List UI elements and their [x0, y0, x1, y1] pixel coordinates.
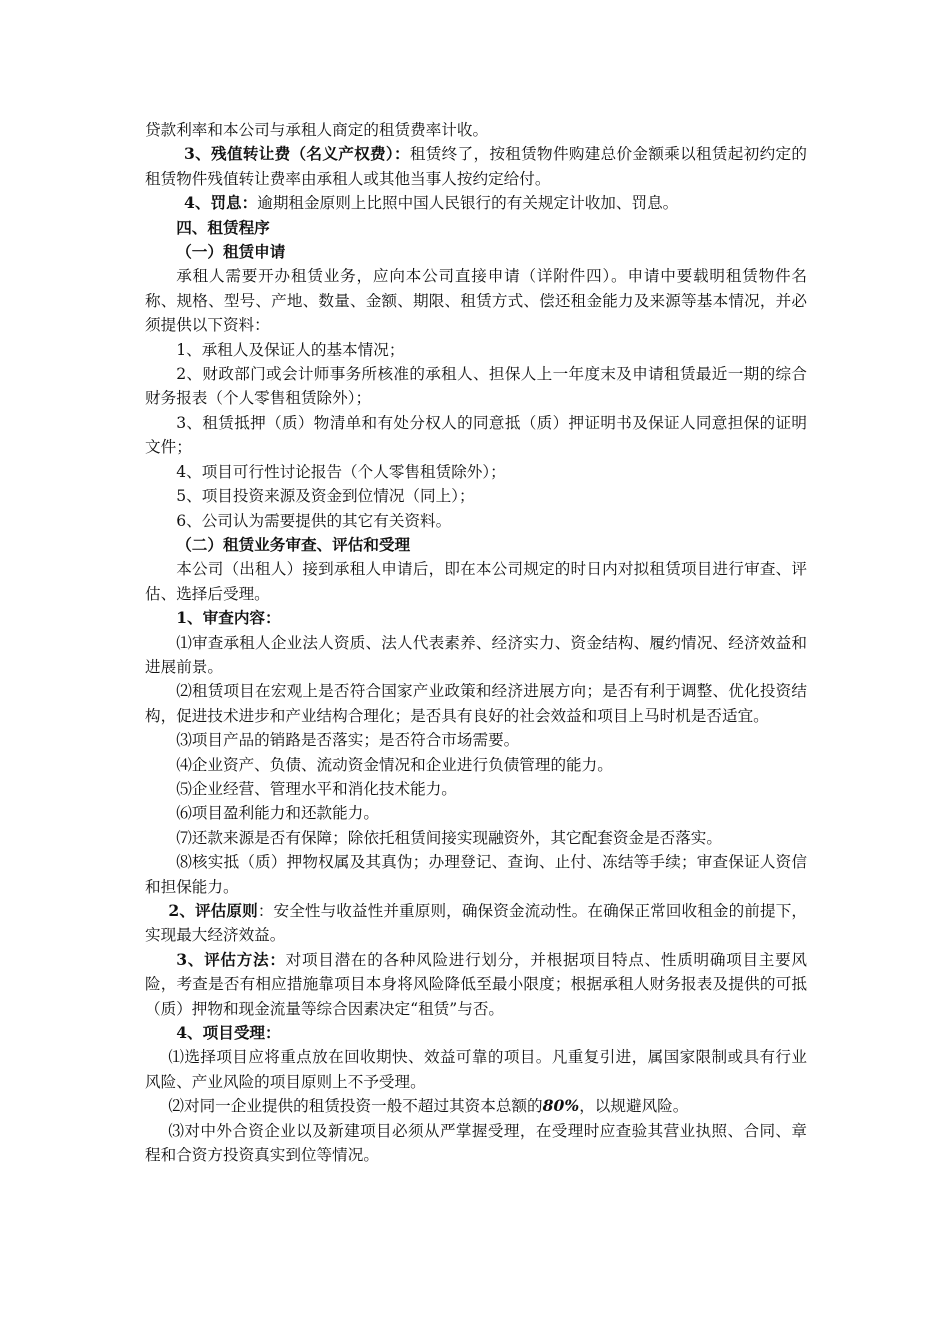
acceptance-item-1: ⑴选择项目应将重点放在回收期快、效益可靠的项目。凡重复引进，属国家限制或具有行业风险、产业风险的项目原则上不予受理。 [145, 1048, 807, 1091]
acceptance-item-3: ⑶对中外合资企业以及新建项目必须从严掌握受理，在受理时应查验其营业执照、合同、章程和合资方投资真实到位等情况。 [145, 1121, 807, 1165]
paragraph-evaluation-principle [145, 899, 807, 948]
capital-percentage: 80% [542, 1096, 580, 1116]
subsection-heading-lease-application: （一）租赁申请 [176, 242, 286, 262]
list-item-financial-statements: 2、财政部门或会计师事务所核准的承租人、担保人上一年度末及申请租赁最近一期的综合财务报表（个人零售租赁除外）； [145, 365, 807, 408]
residual-fee-label: 3、残值转让费（名义产权费）： [184, 144, 410, 164]
list-item-collateral-list: 3、租赁抵押（质）物清单和有处分权人的同意抵（质）押证明书及保证人同意担保的证明文件； [145, 413, 807, 457]
paragraph-review-intro: 本公司（出租人）接到承租人申请后，即在本公司规定的时日内对拟租赁项目进行审查、评估、选择后受理。 [145, 560, 807, 603]
review-item-3: ⑶项目产品的销路是否落实；是否符合市场需要。 [176, 731, 520, 750]
paragraph-application-intro: 承租人需要开办租赁业务，应向本公司直接申请（详附件四）。申请中要载明租赁物件名称、规格、型号、产地、数量、金额、期限、租赁方式、偿还租金能力及来源等基本情况，并必须提供以下资料： [145, 267, 807, 335]
paragraph-penalty [145, 191, 807, 215]
acceptance-item-2-tail: ，以规避风险。 [579, 1097, 689, 1116]
paragraph-loan-rate: 贷款利率和本公司与承租人商定的租赁费率计收。 [145, 121, 489, 139]
section-heading-lease-procedure: 四、租赁程序 [176, 217, 270, 237]
paragraph-evaluation-method [145, 948, 807, 1021]
subsection-heading-review-evaluation: （二）租赁业务审查、评估和受理 [176, 534, 411, 554]
review-item-8: ⑻核实抵（质）押物权属及其真伪；办理登记、查询、止付、冻结等手续；审查保证人资信和担保能力。 [145, 853, 807, 896]
acceptance-item-2 [145, 1094, 807, 1118]
list-item-investment-source: 5、项目投资来源及资金到位情况（同上）； [176, 487, 475, 506]
paragraph-residual-fee [145, 142, 807, 191]
heading-project-acceptance: 4、项目受理： [176, 1023, 281, 1043]
review-item-7: ⑺还款来源是否有保障；除依托租赁间接实现融资外，其它配套资金是否落实。 [176, 828, 722, 847]
review-item-6: ⑹项目盈利能力和还款能力。 [176, 804, 379, 823]
residual-fee-text: 租赁终了，按租赁物件购建总价金额乘以租赁起初约定的租赁物件残值转让费率由承租人或其他当事人按约定给付。 [145, 145, 807, 188]
evaluation-principle-label: 2、评估原则 [168, 901, 258, 920]
review-item-2: ⑵租赁项目在宏观上是否符合国家产业政策和经济进展方向；是否有利于调整、优化投资结构，促进技术进步和产业结构合理化；是否具有良好的社会效益和项目上马时机是否适宜。 [145, 682, 807, 725]
evaluation-method-text: 对项目潜在的各种风险进行划分，并根据项目特点、性质明确项目主要风险，考查是否有相应措施靠项目本身将风险降低至最小限度；根据承租人财务报表及提供的可抵（质）押物和现金流量等综合因素决定“租赁”与否。 [145, 950, 807, 1018]
list-item-feasibility-report: 4、项目可行性讨论报告（个人零售租赁除外）； [176, 462, 506, 481]
evaluation-method-label: 3、评估方法： [176, 949, 286, 969]
penalty-text: 逾期租金原则上比照中国人民银行的有关规定计收加、罚息。 [257, 194, 679, 213]
document-body [145, 118, 807, 1167]
evaluation-principle-text: ：安全性与收益性并重原则，确保资金流动性。在确保正常回收租金的前提下，实现最大经济效益。 [145, 902, 807, 945]
review-item-4: ⑷企业资产、负债、流动资金情况和企业进行负债管理的能力。 [176, 755, 613, 774]
list-item-basic-info: 1、承租人及保证人的基本情况； [176, 340, 405, 359]
review-item-5: ⑸企业经营、管理水平和消化技术能力。 [176, 779, 457, 798]
heading-review-content: 1、审查内容： [176, 608, 281, 628]
review-item-1: ⑴审查承租人企业法人资质、法人代表素养、经济实力、资金结构、履约情况、经济效益和进展前景。 [145, 633, 807, 676]
list-item-other-materials: 6、公司认为需要提供的其它有关资料。 [176, 511, 452, 530]
penalty-label: 4、罚息： [184, 193, 258, 213]
acceptance-item-2-text: ⑵对同一企业提供的租赁投资一般不超过其资本总额的 [168, 1097, 543, 1116]
